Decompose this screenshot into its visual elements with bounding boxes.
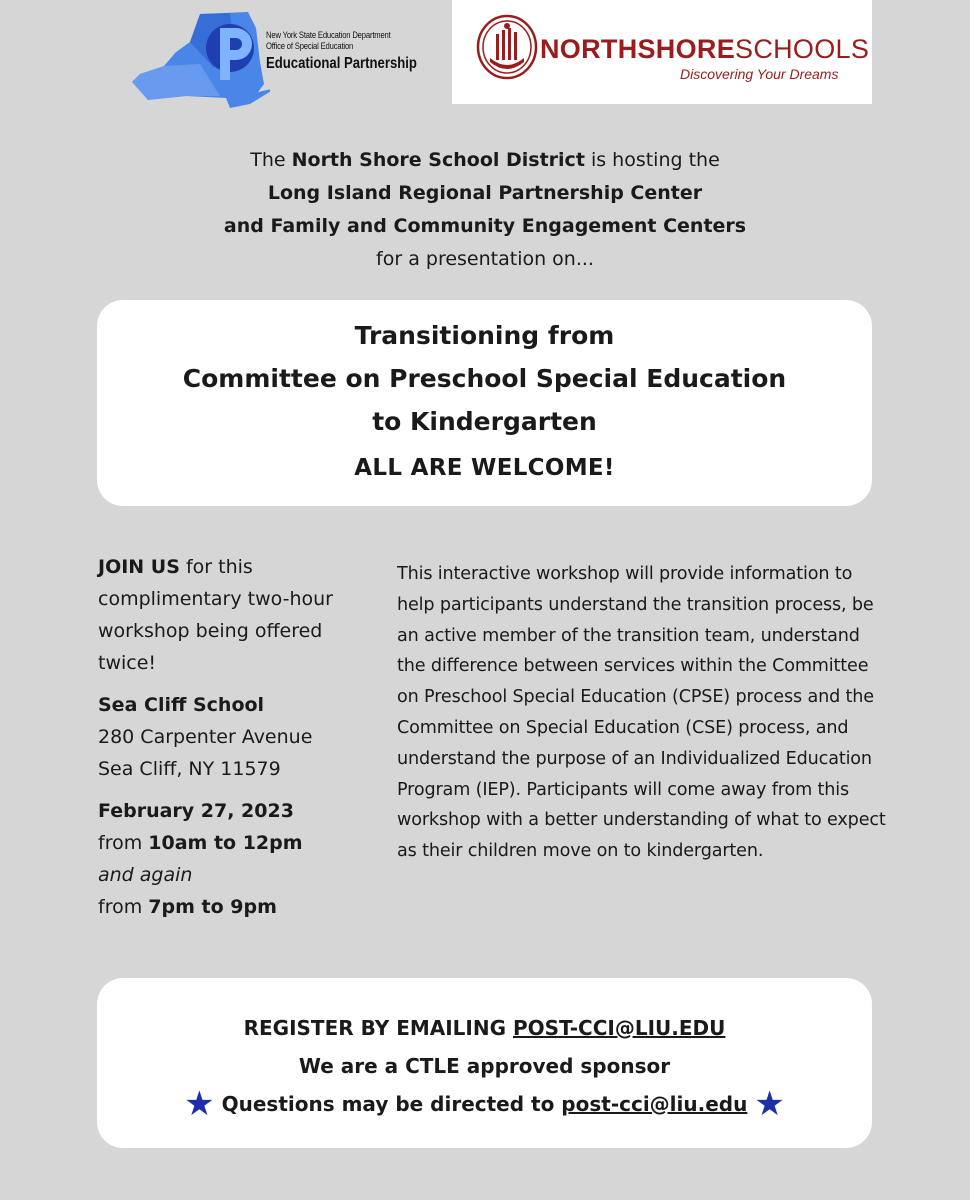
and-again-text: and again	[98, 864, 193, 886]
session-2: from 7pm to 9pm	[98, 896, 277, 918]
northshore-name: NORTHSHORESCHOOLS	[540, 34, 870, 64]
ctle-sponsor-text: We are a CTLE approved sponsor	[298, 1054, 671, 1078]
nysed-partnership-logo	[130, 8, 430, 116]
partnership-name: Educational Partnership	[266, 54, 417, 72]
workshop-description: This interactive workshop will provide information to help participants understand the transition process, be an active member of the transition team, understand the difference between services within the Committee on Preschool Special Education (CPSE) process and the Committee on Special Education (CSE) process, and understand the purpose of an Individualized Education Program (IEP). Participants will come away from this workshop with a better understanding of what to expect as their children move on to kindergarten.	[397, 564, 886, 862]
welcome-text: ALL ARE WELCOME!	[354, 455, 615, 481]
address-line-2: Sea Cliff, NY 11579	[98, 758, 281, 780]
intro-line-4: for a presentation on...	[376, 248, 594, 270]
questions-email-link[interactable]: post-cci@liu.edu	[561, 1092, 748, 1116]
join-us-text: JOIN US for this complimentary two-hour workshop being offered twice!	[98, 556, 333, 674]
star-icon: ★	[754, 1084, 785, 1124]
title-line-3: to Kindergarten	[372, 407, 597, 436]
northshore-schools-logo	[452, 0, 872, 104]
intro-text	[0, 144, 970, 276]
questions-line: ★ Questions may be directed to post-cci@liu.edu ★	[184, 1084, 785, 1124]
session-1: from 10am to 12pm	[98, 832, 303, 854]
star-icon: ★	[184, 1084, 215, 1124]
register-card	[97, 978, 872, 1148]
event-date: February 27, 2023	[98, 800, 294, 822]
workshop-title	[97, 314, 872, 443]
office-name: Office of Special Education	[266, 40, 354, 51]
new-york-state-map-icon	[130, 8, 270, 116]
register-line: REGISTER BY EMAILING POST-CCI@LIU.EDU	[243, 1016, 726, 1040]
intro-line-1: The North Shore School District is hosting the	[250, 149, 720, 171]
schedule	[98, 795, 368, 923]
register-email-link[interactable]: POST-CCI@LIU.EDU	[512, 1016, 726, 1040]
event-details	[98, 551, 368, 933]
address-line-1: 280 Carpenter Avenue	[98, 726, 313, 748]
nysed-name: New York State Education Department	[266, 30, 391, 40]
title-line-1: Transitioning from	[354, 321, 615, 350]
location	[98, 689, 368, 785]
location-name: Sea Cliff School	[98, 694, 265, 716]
northshore-seal-icon	[476, 14, 538, 80]
northshore-tagline: Discovering Your Dreams	[680, 66, 839, 82]
intro-line-3: and Family and Community Engagement Centers	[223, 215, 747, 237]
title-line-2: Committee on Preschool Special Education	[182, 364, 787, 393]
title-card	[97, 300, 872, 506]
intro-line-2: Long Island Regional Partnership Center	[267, 182, 703, 204]
